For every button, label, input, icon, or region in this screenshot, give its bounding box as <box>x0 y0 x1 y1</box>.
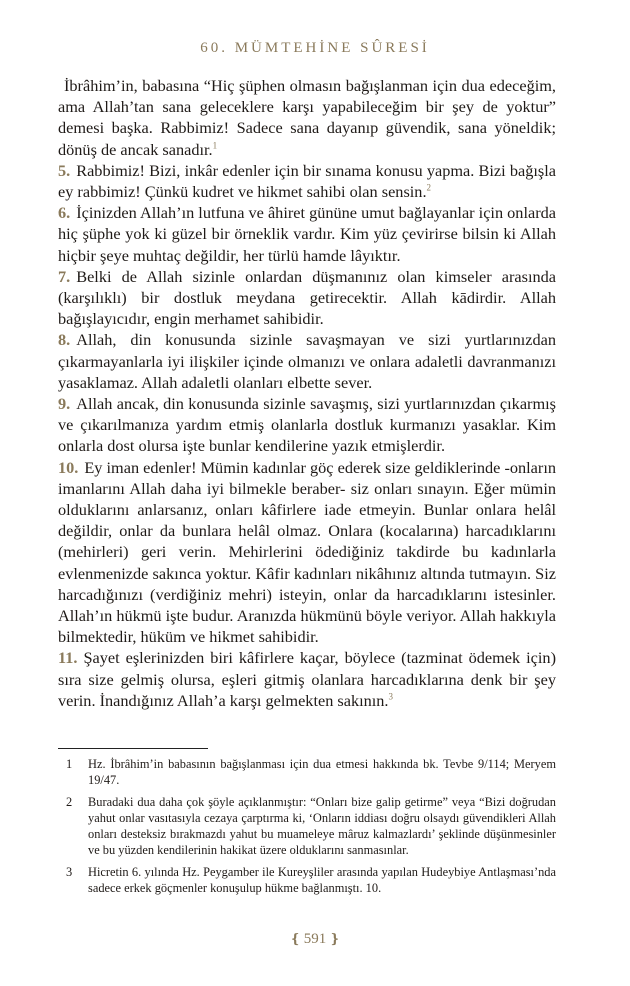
verse-text-block <box>58 75 556 711</box>
verse-number: 6. <box>58 203 71 223</box>
footnote-reference[interactable]: 1 <box>212 140 218 151</box>
footnote-reference[interactable]: 2 <box>426 182 432 193</box>
verse-paragraph <box>58 647 556 711</box>
verse-text: Belki de Allah sizinle onlardan düşmanınız olan kimseler arasında (karşılıklı) bir dostluk meydana getirecektir. Allah kādirdir. Allah bağışlayıcıdır, engin merhamet sahibidir. <box>58 266 556 329</box>
footnote-divider <box>58 748 208 749</box>
verse-number: 7. <box>58 266 71 286</box>
verse-text: İbrâhim’in, babasına “Hiç şüphen olmasın bağışlanman için dua edeceğim, ama Allah’tan sana geleceklere karşı yapabileceğim bir şey de yoktur” demesi başka. Rabbimiz! Sadece sana dayanıp güvendik, sana yöneldik; dönüş de ancak sanadır. <box>58 76 556 159</box>
page-number <box>0 931 630 948</box>
footnote-text: Hicretin 6. yılında Hz. Peygamber ile Kureyşliler arasında yapılan Hudeybiye Antlaşması’nda sadece erkek göçmenler konuşulup hükme bağlanmıştı. 10. <box>88 865 556 895</box>
verse-paragraph <box>58 202 556 266</box>
footnote <box>58 794 556 858</box>
ornament-right-icon: ❵ <box>329 931 341 946</box>
footnote-number: 3 <box>66 865 73 879</box>
verse-text: Ey iman edenler! Mümin kadınlar göç ederek size geldiklerinde -onların imanlarını Allah daha iyi bilmekle beraber- siz onları sınayın. Eğer mümin olduklarını anlarsanız, onları kâfirlere iade etmeyin. Bunlar onlara helâl değildir, onlar da bunlara helâl olmaz. Onlara (kocalarına) harcadıklarını (mehirleri) geri verin. Mehirlerini ödediğiniz takdirde bu kadınlarla evlenmenizde sakınca yoktur. Kâfir kadınları nikâhınız altında tutmayın. Siz harcadığınızı (verdiğiniz mehri) isteyin, onlar da harcadıklarını istesinler. Allah’ın hükmü işte budur. Aranızda hükmünü böyle veriyor. Allah hakkıyla bilmektedir, hüküm ve hikmet sahibidir. <box>58 457 556 647</box>
footnote-number: 1 <box>66 757 73 771</box>
ornament-left-icon: ❴ <box>289 931 301 946</box>
verse-number: 9. <box>58 394 71 414</box>
footnote-reference[interactable]: 3 <box>388 691 394 702</box>
verse-paragraph <box>58 329 556 393</box>
footnote <box>58 864 556 896</box>
verse-text: Şayet eşlerinizden biri kâfirlere kaçar, böylece (tazminat ödemek için) sıra size gelmiş olursa, eşleri gitmiş olanlara harcadıklarına denk bir şey verin. İnandığınız Allah’a karşı gelmekten sakının. <box>58 648 556 710</box>
verse-number: 5. <box>58 160 71 180</box>
verse-paragraph <box>58 457 556 648</box>
chapter-title: 60. MÜMTEHİNE SÛRESİ <box>200 40 430 56</box>
footnotes <box>58 756 556 902</box>
footnote-text: Buradaki dua daha çok şöyle açıklanmıştır: “Onları bize galip getirme” veya “Bizi doğrudan yahut onlar vasıtasıyla cezaya çarptırma ki, ‘Onların iddiası doğru olsaydı güvendikleri Allah onları desteksiz bırakmazdı yahut bu muameleye mâruz kalmazlardı’ şeklinde düşünmesinler ve bu yüzden kendilerinin hakikat üzere olduklarını sanmasınlar. <box>88 795 556 857</box>
footnote-text: Hz. İbrâhim’in babasının bağışlanması için dua etmesi hakkında bk. Tevbe 9/114; Meryem 19/47. <box>88 757 556 787</box>
verse-number: 10. <box>58 457 79 477</box>
footnote <box>58 756 556 788</box>
verse-paragraph <box>58 393 556 457</box>
page-number-value: 591 <box>303 931 327 947</box>
verse-number: 8. <box>58 330 71 350</box>
verse-text: Rabbimiz! Bizi, inkâr edenler için bir sınama konusu yapma. Bizi bağışla ey rabbimiz! Çünkü kudret ve hikmet sahibi olan sensin. <box>58 160 556 202</box>
verse-text: İçinizden Allah’ın lutfuna ve âhiret gününe umut bağlayanlar için onlarda hiç şüphe yok ki güzel bir örneklik vardır. Kim yüz çevirirse bilsin ki Allah hiçbir şeye muhtaç değildir, her türlü hamde lâyıktır. <box>58 203 556 265</box>
verse-text: Allah ancak, din konusunda sizinle savaşmış, sizi yurtlarınızdan çıkarmış ve çıkarılmanıza yardım etmiş olanlarla dostluk kurmanızı yasaklar. Kim onlarla dost olursa işte bunlar kendilerine yazık etmişlerdir. <box>58 394 556 456</box>
verse-paragraph <box>58 75 556 160</box>
verse-number: 11. <box>58 648 78 668</box>
footnote-number: 2 <box>66 795 73 809</box>
verse-paragraph <box>58 266 556 330</box>
verse-paragraph <box>58 160 556 202</box>
verse-text: Allah, din konusunda sizinle savaşmayan ve sizi yurtlarınızdan çıkarmayanlarla iyi ilişkiler içinde olmanızı ve onlara adaletli davranmanızı yasaklamaz. Allah adaletli olanları elbette sever. <box>58 330 556 392</box>
